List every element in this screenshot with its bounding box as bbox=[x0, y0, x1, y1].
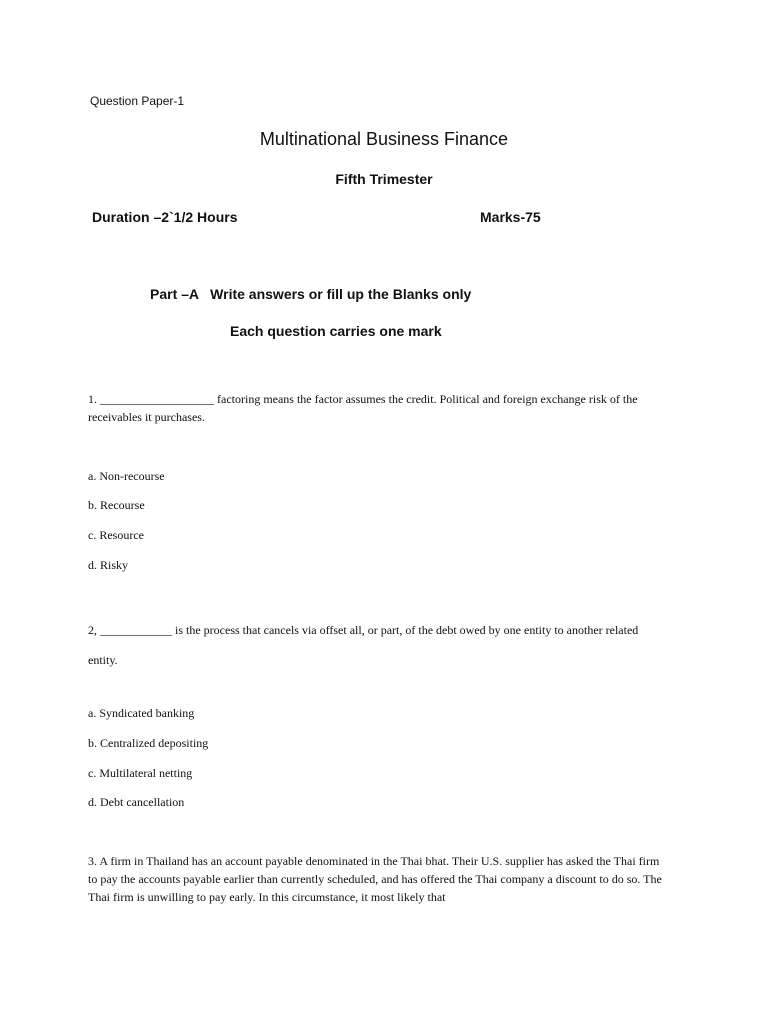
option: b. Centralized depositing bbox=[88, 736, 209, 750]
question-1: 1. ___________________ factoring means the factor assumes the credit. Political and foreign exchange risk of the receivables it purchases. bbox=[88, 392, 638, 424]
duration: Duration –2`1/2 Hours bbox=[92, 209, 238, 225]
subtitle: Fifth Trimester bbox=[335, 171, 433, 187]
option: a. Non-recourse bbox=[88, 469, 165, 483]
option: d. Risky bbox=[88, 558, 129, 572]
option: b. Recourse bbox=[88, 498, 145, 512]
part-heading: Part –A Write answers or fill up the Blanks only bbox=[150, 286, 472, 302]
question-3: 3. A firm in Thailand has an account payable denominated in the Thai bhat. Their U.S. supplier has asked the Thai firm to pay the accounts payable earlier than currently scheduled, and has offered the Thai company a discount to do so. The Thai firm is unwilling to pay early. In this circumstance, it most likely that bbox=[88, 854, 662, 904]
option: a. Syndicated banking bbox=[88, 706, 195, 720]
option: d. Debt cancellation bbox=[88, 795, 185, 809]
part-note: Each question carries one mark bbox=[230, 323, 442, 339]
marks: Marks-75 bbox=[480, 209, 541, 225]
page-title: Multinational Business Finance bbox=[259, 129, 509, 149]
paper-number: Question Paper-1 bbox=[90, 94, 185, 108]
option: c. Resource bbox=[88, 528, 144, 542]
question-2: 2, ____________ is the process that cancels via offset all, or part, of the debt owed by one entity to another related entity. bbox=[88, 623, 639, 667]
option: c. Multilateral netting bbox=[88, 766, 193, 780]
